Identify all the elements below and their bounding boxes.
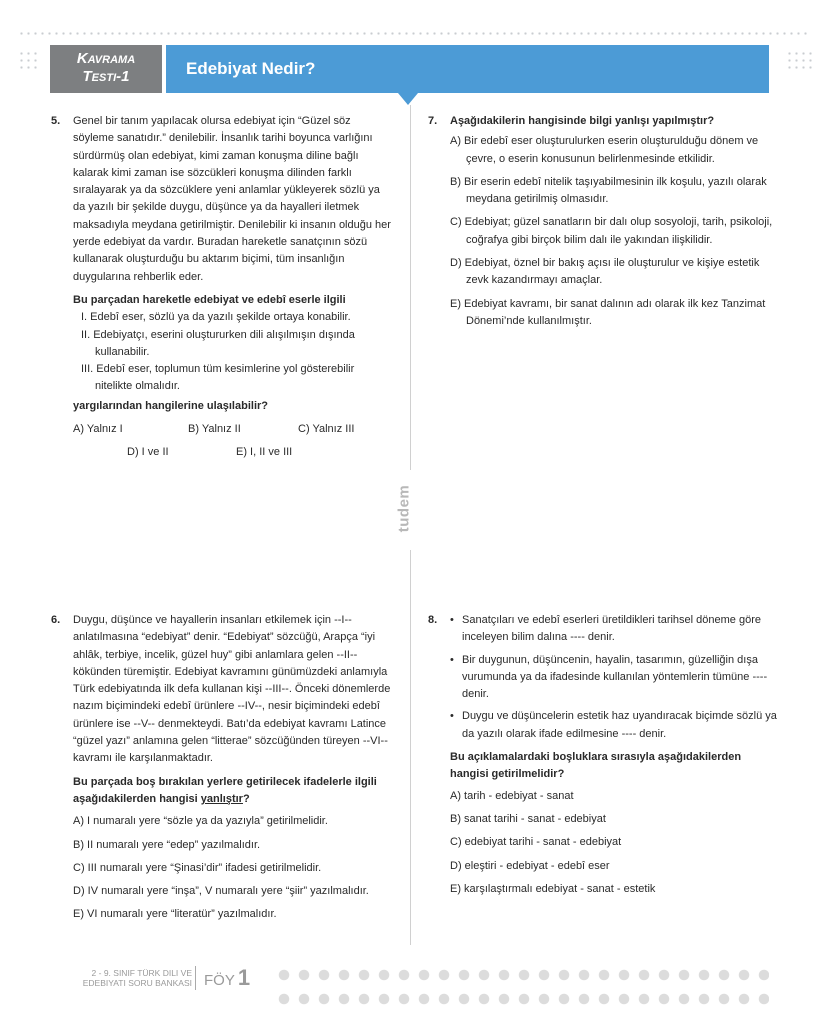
option-d[interactable]: D) Edebiyat, öznel bir bakış açısı ile oluşturulur ve kişiye estetik zevk kazandırmayı amaçlar. [450, 257, 760, 287]
footer-dots [274, 969, 769, 981]
option-e[interactable]: E) karşılaştırmalı edebiyat - sanat - estetik [450, 882, 656, 895]
question-7 [428, 113, 780, 330]
option-b[interactable]: B) Bir eserin edebî nitelik taşıyabilmesinin ilk koşulu, yazılı olarak meydana getirilmiş olmasıdır. [450, 175, 767, 206]
bullet-item: • Bir duygunun, düşüncenin, hayalin, tasarımın, güzelliğin dışa vurumunda ya da ifadesinde kullanılan yöntemlerin tümüne ---- denir. [450, 652, 780, 704]
option-b[interactable]: B) II numaralı yere “edep” yazılmalıdır. [73, 838, 261, 851]
question-5 [51, 113, 391, 415]
question-emphasis: yanlıştır [200, 792, 243, 805]
test-label [50, 45, 162, 93]
option-d[interactable]: D) I ve II [127, 446, 169, 458]
bullet-item: • Duygu ve düşüncelerin estetik haz uyandıracak biçimde sözlü ya da yazılı olarak ifade edilmesine ---- denir. [450, 708, 780, 743]
question-stem-end: ? [242, 792, 250, 805]
question-number: 7. [428, 115, 438, 127]
option-b[interactable]: B) Yalnız II [188, 423, 241, 435]
test-label-line2: Testi-1 [82, 68, 130, 85]
question-number: 5. [51, 115, 61, 127]
option-e[interactable]: E) Edebiyat kavramı, bir sanat dalının adı olarak ilk kez Tanzimat Dönemi’nde kullanılmıştır. [450, 297, 766, 327]
watermark-text: tudem [395, 484, 413, 533]
option-c[interactable]: C) Yalnız III [298, 423, 355, 435]
option-c[interactable]: C) edebiyat tarihi - sanat - edebiyat [450, 836, 622, 849]
book-title [50, 968, 192, 988]
question-6 [51, 612, 391, 924]
option-c[interactable]: C) III numaralı yere “Şinasi’dir” ifadesi getirilmelidir. [73, 861, 322, 874]
option-e[interactable]: E) VI numaralı yere “literatür” yazılmalıdır. [73, 908, 277, 921]
statement-item: II. Edebiyatçı, eserini oluştururken dili alışılmışın dışında kullanabilir. [81, 328, 355, 358]
foy-number: 1 [237, 965, 251, 990]
decorative-dots [786, 50, 816, 72]
statement-item: I. Edebî eser, sözlü ya da yazılı şekilde ortaya konabilir. [81, 311, 351, 324]
option-d[interactable]: D) eleştiri - edebiyat - edebî eser [450, 859, 610, 872]
banner-pointer [398, 93, 418, 105]
option-a[interactable]: A) tarih - edebiyat - sanat [450, 789, 574, 802]
question-stem: Bu açıklamalardaki boşluklara sırasıyla aşağıdakilerden hangisi getirilmelidir? [450, 751, 742, 781]
question-stem [73, 774, 391, 809]
option-d[interactable]: D) IV numaralı yere “inşa”, V numaralı yere “şiir” yazılmalıdır. [73, 885, 369, 898]
decorative-dots [18, 30, 810, 38]
book-title-line1: 2 - 9. SINIF TÜRK DILI VE [91, 968, 192, 978]
decorative-dots [18, 50, 38, 72]
question-number: 8. [428, 614, 438, 626]
foy-text: FÖY [204, 972, 235, 989]
question-8 [428, 612, 780, 898]
watermark [396, 470, 426, 550]
question-stem: yargılarından hangilerine ulaşılabilir? [73, 399, 268, 412]
test-label-line1: Kavrama [76, 50, 136, 67]
question-stem: Aşağıdakilerin hangisinde bilgi yanlışı yapılmıştır? [450, 115, 715, 127]
question-number: 6. [51, 614, 61, 626]
question-prompt: Bu parçadan hareketle edebiyat ve edebî eserle ilgili [73, 293, 346, 306]
question-passage: Duygu, düşünce ve hayallerin insanları etkilemek için --I-- anlatılmasına “edebiyat” denir. “Edebiyat” sözcüğü, Arapça “iyi ahlâk, terbiye, incelik, güzel huy” gibi anlamlara gelen --II-- kökünden türemiştir. Edebiyat kavramını günümüzdeki anlamıyla Türk edebiyatında ilk defa kullanan kişi --III--. Önceki dönemlerde nazım biçimindeki edebî ürünlere --IV--, nesir biçimindeki edebî ürünlere ise --V-- denmekteydi. Batı’da edebiyat kavramı Latince “güzel yazı” anlamına gelen “litterae” sözcüğünden türeyen --VI-- kavramı ile karşılanmaktadır. [73, 614, 391, 765]
option-a[interactable]: A) Bir edebî eser oluşturulurken eserin oluşturulduğu dönem ve çevre, o eserin konusunun belirlenmesinde etkilidir. [450, 135, 759, 165]
statement-item: III. Edebî eser, toplumun tüm kesimlerine yol gösterebilir nitelikte olmalıdır. [81, 363, 355, 393]
footer [50, 965, 251, 990]
title-banner [166, 45, 769, 93]
option-a[interactable]: A) Yalnız I [73, 423, 123, 435]
question-passage: Genel bir tanım yapılacak olursa edebiyat için “Güzel söz söyleme sanatıdır.” denilebilir. İnsanlık tarihi boyunca varlığını sürdürmüş olan edebiyat, kimi zaman konuşma diline bağlı kalarak kimi zaman ise sözcükleri konuşma dilinden farklı sıralayarak ya da sözcüklere yeni anlamlar yükleyerek sözlü ya da yazılı bir şekilde duygu, düşünce ya da hayalleri iletmek maksadıyla meydana getirilmiştir. Denilebilir ki insanın olduğu her yerde edebiyat da vardır. Buradan hareketle sanatçının sözü kullanarak oluşturduğu bu aktarım biçimi, tüm insanlığın duygularına rehberlik eder. [73, 115, 391, 283]
foy-label [195, 966, 250, 990]
question-stem-text: Bu parçada boş bırakılan yerlere getirilecek ifadelerle ilgili aşağıdakilerden hangisi [73, 775, 377, 805]
option-e[interactable]: E) I, II ve III [236, 446, 293, 458]
option-c[interactable]: C) Edebiyat; güzel sanatların bir dalı olup sosyoloji, tarih, psikoloji, coğrafya gibi birçok bilim dalı ile yakından ilişkilidir. [450, 216, 773, 246]
book-title-line2: EDEBIYATI SORU BANKASI [82, 978, 192, 988]
option-b[interactable]: B) sanat tarihi - sanat - edebiyat [450, 812, 606, 825]
bullet-item: • Sanatçıları ve edebî eserleri üretildikleri tarihsel döneme göre inceleyen bilim dalına ---- denir. [450, 612, 780, 647]
page-title: Edebiyat Nedir? [186, 59, 316, 78]
option-a[interactable]: A) I numaralı yere “sözle ya da yazıyla” getirilmelidir. [73, 815, 328, 828]
footer-dots [274, 993, 769, 1005]
